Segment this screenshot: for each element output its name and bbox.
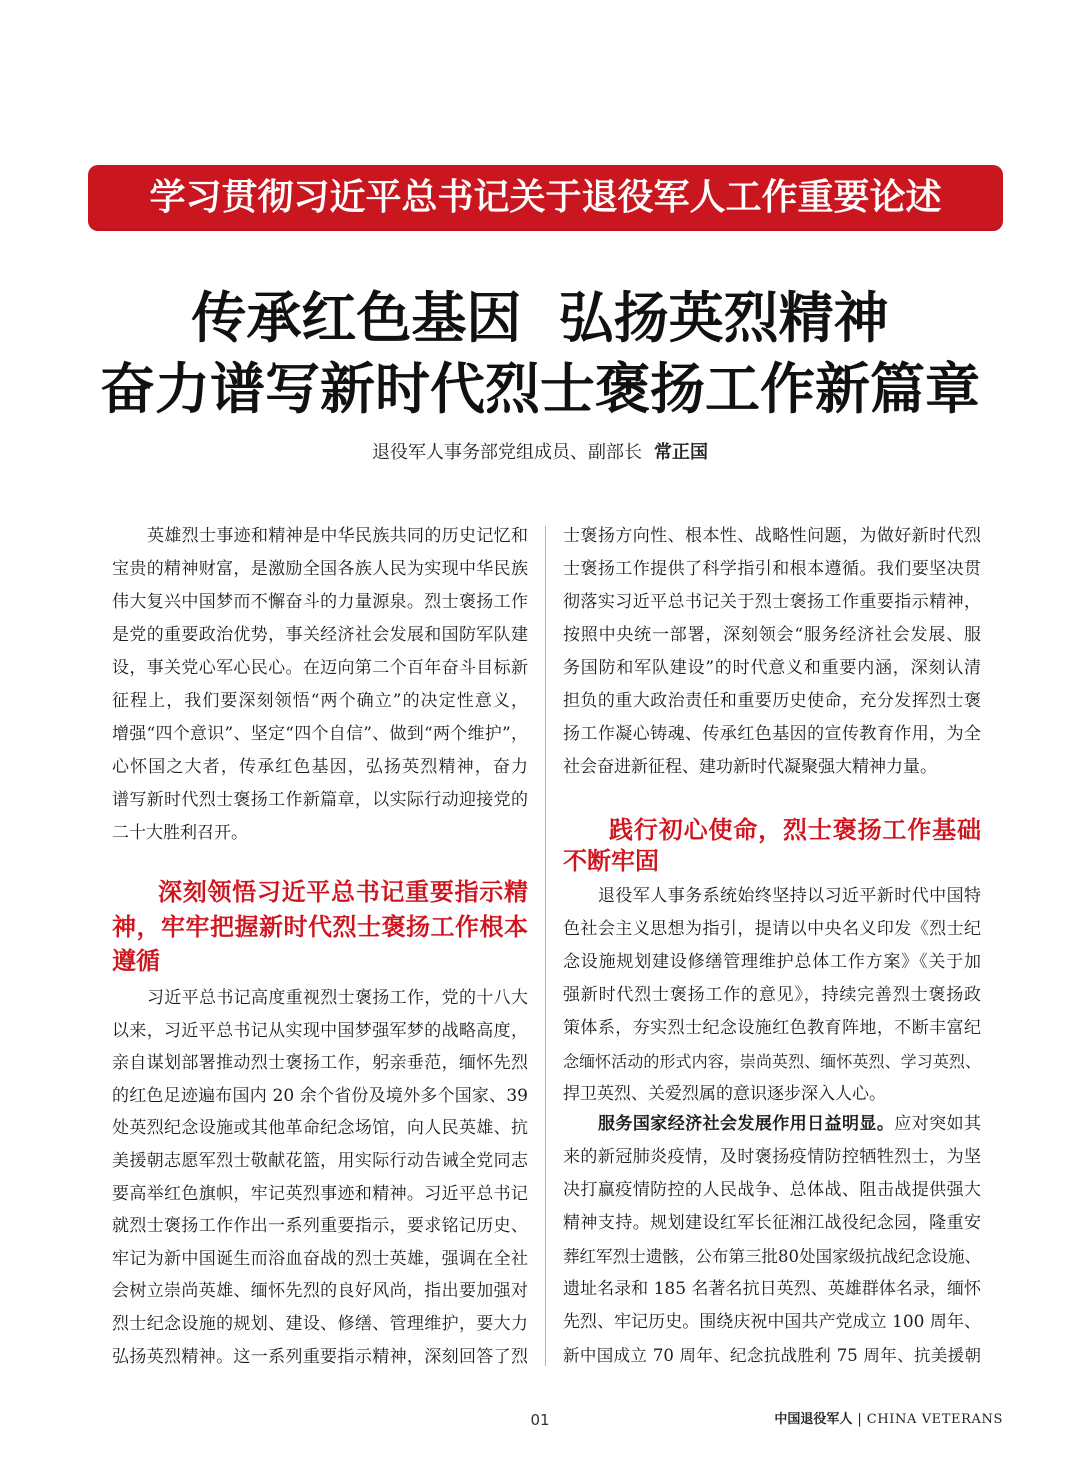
continued-paragraph	[563, 520, 981, 784]
body-line: 决打赢疫情防控的人民战争、总体战、阻击战提供强大	[563, 1179, 981, 1200]
body-line: 征程上，我们要深刻领悟“两个确立”的决定性意义，	[112, 691, 528, 711]
section-paragraph	[563, 880, 981, 1111]
body-line: 来的新冠肺炎疫情，及时褒扬疫情防控牺牲烈士，为坚	[563, 1146, 981, 1167]
body-line: 彻落实习近平总书记关于烈士褒扬工作重要指示精神，	[563, 592, 981, 612]
body-line: 二十大胜利召开。	[112, 823, 248, 843]
magazine-name-en: CHINA VETERANS	[866, 1412, 1003, 1427]
body-line: 牢记为新中国诞生而浴血奋战的烈士英雄，强调在全社	[112, 1248, 528, 1269]
page-number: 01	[530, 1411, 550, 1429]
body-line: 扬工作凝心铸魂、传承红色基因的宣传教育作用，为全	[563, 724, 981, 744]
body-line: 士褒扬方向性、根本性、战略性问题，为做好新时代烈	[563, 526, 981, 546]
body-line: 设，事关党心军心民心。在迈向第二个百年奋斗目标新	[112, 658, 528, 678]
heading-line: 遵循	[112, 946, 160, 975]
body-line: 先烈、牢记历史。围绕庆祝中国共产党成立 100 周年、	[563, 1311, 981, 1332]
body-line: 亲自谋划部署推动烈士褒扬工作，躬亲垂范，缅怀先烈	[112, 1053, 528, 1074]
body-line: 退役军人事务系统始终坚持以习近平新时代中国特	[598, 885, 981, 906]
point-lead-rest: 应对突如其	[894, 1113, 982, 1134]
body-line: 葬红军烈士遗骸，公布第三批80处国家级抗战纪念设施、	[563, 1246, 981, 1266]
section-banner	[88, 165, 1003, 231]
body-line: 的红色足迹遍布国内 20 余个省份及境外多个国家、39	[112, 1085, 528, 1106]
article-title-line: 奋力谱写新时代烈士褒扬工作新篇章	[99, 356, 980, 421]
body-line: 心怀国之大者，传承红色基因，弘扬英烈精神，奋力	[112, 757, 528, 777]
body-line: 美援朝志愿军烈士敬献花篮，用实际行动告诫全党同志	[112, 1150, 528, 1171]
body-line: 弘扬英烈精神。这一系列重要指示精神，深刻回答了烈	[112, 1346, 528, 1367]
point-lead: 服务国家经济社会发展作用日益明显。	[598, 1113, 895, 1134]
body-line: 遗址名录和 185 名著名抗日英烈、英雄群体名录，缅怀	[563, 1278, 981, 1299]
magazine-masthead	[774, 1411, 1003, 1429]
body-line: 谱写新时代烈士褒扬工作新篇章，以实际行动迎接党的	[112, 790, 528, 810]
heading-line: 不断牢固	[563, 846, 659, 875]
article-title-line: 传承红色基因 弘扬英烈精神	[191, 285, 889, 350]
body-line: 就烈士褒扬工作作出一系列重要指示，要求铭记历史、	[112, 1216, 528, 1237]
body-line: 社会奋进新征程、建功新时代凝聚强大精神力量。	[563, 757, 937, 777]
body-line: 伟大复兴中国梦而不懈奋斗的力量源泉。烈士褒扬工作	[112, 592, 528, 612]
byline	[0, 441, 1080, 465]
column-divider	[545, 526, 546, 1366]
body-line: 英雄烈士事迹和精神是中华民族共同的历史记忆和	[147, 526, 528, 546]
banner-title: 学习贯彻习近平总书记关于退役军人工作重要论述	[149, 177, 942, 218]
body-line: 处英烈纪念设施或其他革命纪念场馆，向人民英雄、抗	[112, 1118, 528, 1139]
body-line: 担负的重大政治责任和重要历史使命，充分发挥烈士褒	[563, 691, 981, 711]
point-paragraph	[563, 1108, 981, 1372]
body-line: 宝贵的精神财富，是激励全国各族人民为实现中华民族	[112, 559, 528, 579]
heading-line: 神，牢牢把握新时代烈士褒扬工作根本	[112, 911, 528, 941]
body-line: 烈士纪念设施的规划、建设、修缮、管理维护，要大力	[112, 1313, 528, 1334]
intro-paragraph	[112, 520, 528, 850]
body-line: 强新时代烈士褒扬工作的意见》，持续完善烈士褒扬政	[563, 984, 981, 1005]
section-heading	[112, 875, 528, 979]
magazine-name-cn: 中国退役军人	[774, 1412, 853, 1427]
body-line: 士褒扬工作提供了科学指引和根本遵循。我们要坚决贯	[563, 559, 981, 579]
article-title	[40, 282, 1040, 424]
body-line	[563, 1108, 981, 1141]
body-line: 念缅怀活动的形式内容，崇尚英烈、缅怀英烈、学习英烈、	[563, 1051, 981, 1071]
body-line: 会树立崇尚英雄、缅怀先烈的良好风尚，指出要加强对	[112, 1281, 528, 1302]
section-paragraph	[112, 982, 528, 1373]
heading-line: 践行初心使命，烈士褒扬工作基础	[609, 815, 981, 844]
body-line: 策体系，夯实烈士纪念设施红色教育阵地，不断丰富纪	[563, 1017, 981, 1038]
body-line: 捍卫英烈、关爱烈属的意识逐步深入人心。	[563, 1083, 886, 1104]
masthead-separator: |	[857, 1412, 862, 1427]
heading-line: 深刻领悟习近平总书记重要指示精	[158, 877, 528, 906]
body-line: 以来，习近平总书记从实现中国梦强军梦的战略高度，	[112, 1020, 528, 1041]
body-line: 按照中央统一部署，深刻领会“服务经济社会发展、服	[563, 625, 981, 645]
body-line: 是党的重要政治优势，事关经济社会发展和国防军队建	[112, 625, 528, 645]
body-line: 务国防和军队建设”的时代意义和重要内涵，深刻认清	[563, 658, 981, 678]
body-line: 念设施规划建设修缮管理维护总体工作方案》《关于加	[563, 951, 981, 972]
body-line: 习近平总书记高度重视烈士褒扬工作，党的十八大	[147, 988, 528, 1008]
author-title: 退役军人事务部党组成员、副部长	[372, 442, 642, 463]
body-line: 精神支持。规划建设红军长征湘江战役纪念园，隆重安	[563, 1212, 981, 1233]
body-line: 色社会主义思想为指引，提请以中央名义印发《烈士纪	[563, 918, 981, 939]
section-heading	[563, 814, 981, 876]
author-name: 常正国	[654, 442, 708, 463]
body-line: 增强“四个意识”、坚定“四个自信”、做到“两个维护”，	[112, 724, 528, 744]
body-line: 要高举红色旗帜，牢记英烈事迹和精神。习近平总书记	[112, 1183, 528, 1204]
body-line: 新中国成立 70 周年、纪念抗战胜利 75 周年、抗美援朝	[563, 1345, 981, 1365]
